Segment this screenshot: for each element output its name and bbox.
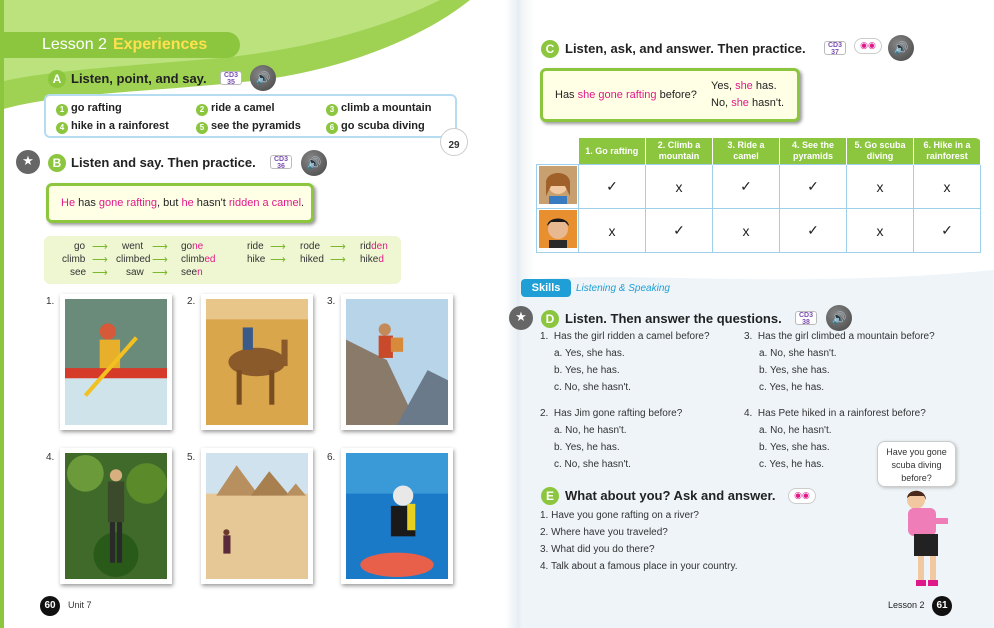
lesson-label: Lesson 2: [42, 36, 107, 53]
scuba-image: [346, 453, 448, 579]
question: [540, 408, 682, 419]
section-a-badge: A: [48, 70, 66, 88]
verb-pp: [360, 254, 384, 265]
bubble-line: Have you gone: [886, 447, 947, 457]
section-c-title: Listen, ask, and answer. Then practice.: [565, 41, 806, 56]
experience-table: [536, 138, 981, 253]
track-38-icon[interactable]: CD3 38: [795, 311, 817, 325]
answer-option[interactable]: c. Yes, he has.: [759, 459, 825, 470]
model-part: hasn't: [193, 197, 229, 209]
table-cell: x: [847, 209, 914, 253]
vocab-num: 5: [196, 122, 208, 134]
photo-number: 2.: [187, 296, 196, 307]
photo-number: 4.: [46, 452, 55, 463]
model-answer-yes: [711, 80, 777, 92]
section-b-title: Listen and say. Then practice.: [71, 155, 256, 170]
question-number: 1.: [540, 331, 549, 342]
arrow-icon: ⟶: [92, 254, 108, 266]
vocab-item: [326, 102, 431, 116]
corner-number: 29: [448, 140, 460, 151]
girl-illustration: [896, 488, 960, 588]
vocab-label: see the pyramids: [211, 120, 301, 132]
page-number-left: 60: [40, 596, 60, 616]
photo-rainforest: [60, 448, 172, 584]
vocab-num: 1: [56, 104, 68, 116]
avatar-girl: [537, 165, 579, 209]
answer-option[interactable]: a. No, he hasn't.: [759, 425, 832, 436]
verb-past: went: [122, 241, 144, 252]
answer-option[interactable]: c. No, she hasn't.: [554, 459, 631, 470]
arrow-icon: ⟶: [270, 241, 286, 253]
pair-work-icon: ◉◉: [788, 488, 816, 504]
table-cell: x: [713, 209, 780, 253]
q-part: she: [577, 89, 596, 101]
pp-stem: climb: [181, 254, 205, 265]
skills-label: Listening & Speaking: [576, 283, 670, 294]
vocab-box: [44, 94, 457, 138]
vocab-item: [196, 102, 275, 116]
vocab-item: [56, 102, 122, 116]
question: [540, 331, 710, 342]
table-row: [537, 209, 981, 253]
question-number: 4.: [744, 408, 753, 419]
star-icon: ★: [509, 306, 533, 330]
table-cell: ✓: [646, 209, 713, 253]
e-item: 2. Where have you traveled?: [540, 527, 668, 538]
vocab-label: go rafting: [71, 102, 122, 114]
answer-option[interactable]: b. Yes, he has.: [554, 365, 620, 376]
table-corner: [537, 138, 579, 165]
photo-scuba: [341, 448, 453, 584]
audio-wave-icon: [440, 128, 468, 156]
table-header: 4. See the pyramids: [780, 138, 847, 165]
speaker-icon[interactable]: 🔊: [301, 150, 327, 176]
arrow-icon: ⟶: [92, 267, 108, 279]
pp-end: ne: [192, 241, 204, 252]
arrow-icon: ⟶: [330, 254, 346, 266]
verb-pp: [181, 254, 215, 265]
verb-base: go: [74, 241, 86, 252]
question-number: 3.: [744, 331, 753, 342]
pp-stem: hike: [360, 254, 379, 265]
lesson-header: [0, 32, 240, 58]
girl-face-icon: [539, 166, 577, 204]
arrow-icon: ⟶: [152, 254, 168, 266]
track-number: 36: [277, 163, 285, 170]
question-number: 2.: [540, 408, 549, 419]
arrow-icon: ⟶: [92, 241, 108, 253]
pp-stem: go: [181, 241, 193, 252]
arrow-icon: ⟶: [152, 267, 168, 279]
bubble-line: scuba diving: [891, 460, 942, 470]
track-35-icon[interactable]: CD3 35: [220, 71, 242, 85]
verb-base: hike: [247, 254, 266, 265]
table-header: 3. Ride a camel: [713, 138, 780, 165]
vocab-label: ride a camel: [211, 102, 275, 114]
e-item: 3. What did you do there?: [540, 544, 655, 555]
track-number: 35: [227, 79, 235, 86]
photo-rafting: [60, 294, 172, 430]
section-b-badge: B: [48, 154, 66, 172]
pp-end: d: [378, 254, 384, 265]
speaker-icon[interactable]: 🔊: [888, 35, 914, 61]
answer-option[interactable]: c. Yes, he has.: [759, 382, 825, 393]
section-c-badge: C: [541, 40, 559, 58]
photo-number: 6.: [327, 452, 336, 463]
question-text: Has the girl climbed a mountain before?: [757, 331, 935, 342]
photo-number: 1.: [46, 296, 55, 307]
vocab-num: 6: [326, 122, 338, 134]
e-item: 1. Have you gone rafting on a river?: [540, 510, 699, 521]
table-cell: x: [579, 209, 646, 253]
verb-pp: [360, 241, 388, 252]
q-part: before?: [656, 89, 697, 101]
star-icon: ★: [16, 150, 40, 174]
verb-past: hiked: [300, 254, 324, 265]
verb-pp: [181, 241, 203, 252]
answer-option[interactable]: c. No, she hasn't.: [554, 382, 631, 393]
model-answer-no: [711, 97, 784, 109]
rainforest-image: [65, 453, 167, 579]
photo-camel: [201, 294, 313, 430]
vocab-label: hike in a rainforest: [71, 120, 169, 132]
page-number-right: 61: [932, 596, 952, 616]
table-cell: ✓: [579, 165, 646, 209]
question-text: Has Pete hiked in a rainforest before?: [757, 408, 926, 419]
table-header: 6. Hike in a rainforest: [914, 138, 981, 165]
section-d-title: Listen. Then answer the questions.: [565, 311, 782, 326]
verb-base: ride: [247, 241, 264, 252]
model-part: , but: [157, 197, 182, 209]
speaker-icon[interactable]: 🔊: [250, 65, 276, 91]
answer-option[interactable]: a. No, she hasn't.: [759, 348, 837, 359]
model-part: has: [75, 197, 99, 209]
a-part: she: [731, 97, 749, 109]
table-header: 1. Go rafting: [579, 138, 646, 165]
model-question: [555, 89, 697, 101]
model-part: gone rafting: [98, 197, 158, 209]
pp-end: den: [371, 241, 388, 252]
answer-option[interactable]: b. Yes, he has.: [554, 442, 620, 453]
left-edge-stripe: [0, 0, 30, 628]
question-text: Has the girl ridden a camel before?: [553, 331, 710, 342]
vocab-item: [196, 120, 301, 134]
table-header-row: [537, 138, 981, 165]
boy-face-icon: [539, 210, 577, 248]
experience-table-wrap: [536, 138, 981, 253]
photo-number: 3.: [327, 296, 336, 307]
model-part: .: [301, 197, 305, 209]
pp-end: n: [197, 267, 203, 278]
vocab-num: 3: [326, 104, 338, 116]
track-36-icon[interactable]: CD3 36: [270, 155, 292, 169]
model-part: he: [181, 197, 194, 209]
table-cell: ✓: [713, 165, 780, 209]
q-part: Has: [555, 89, 578, 101]
vocab-num: 2: [196, 104, 208, 116]
section-d-badge: D: [541, 310, 559, 328]
table-cell: x: [847, 165, 914, 209]
climbing-image: [346, 299, 448, 425]
photo-pyramids: [201, 448, 313, 584]
table-header: 2. Climb a mountain: [646, 138, 713, 165]
answer-option[interactable]: a. No, he hasn't.: [554, 425, 627, 436]
lesson-title: Experiences: [112, 36, 208, 53]
track-number: 38: [802, 319, 810, 326]
table-cell: ✓: [780, 165, 847, 209]
section-e-title: What about you? Ask and answer.: [565, 488, 776, 503]
table-cell: ✓: [914, 209, 981, 253]
vocab-item: [56, 120, 169, 134]
answer-option[interactable]: b. Yes, she has.: [759, 365, 830, 376]
arrow-icon: ⟶: [270, 254, 286, 266]
table-cell: ✓: [780, 209, 847, 253]
pp-stem: see: [181, 267, 198, 278]
arrow-icon: ⟶: [330, 241, 346, 253]
pair-work-icon: ◉◉: [854, 38, 882, 54]
table-row: [537, 165, 981, 209]
rafting-image: [65, 299, 167, 425]
photo-number: 5.: [187, 452, 196, 463]
verb-past: saw: [126, 267, 144, 278]
table-header: 5. Go scuba diving: [847, 138, 914, 165]
pp-end: ed: [204, 254, 216, 265]
model-part: ridden a camel: [228, 197, 302, 209]
a-part: has.: [752, 80, 777, 92]
verb-base: see: [70, 267, 87, 278]
verb-past: climbed: [116, 254, 151, 265]
vocab-item: [326, 120, 425, 134]
camel-image: [206, 299, 308, 425]
section-a-title: Listen, point, and say.: [71, 71, 207, 86]
bubble-line: before?: [901, 473, 932, 483]
track-37-icon[interactable]: CD3 37: [824, 41, 846, 55]
avatar-boy: [537, 209, 579, 253]
model-sentence-box: [46, 183, 314, 223]
track-number: 37: [831, 49, 839, 56]
a-part: she: [735, 80, 753, 92]
table-cell: x: [914, 165, 981, 209]
a-part: hasn't.: [748, 97, 785, 109]
question: [744, 408, 926, 419]
vocab-num: 4: [56, 122, 68, 134]
dialog-model-box: [540, 68, 800, 122]
pp-stem: rid: [360, 241, 372, 252]
section-e-badge: E: [541, 487, 559, 505]
a-part: Yes,: [711, 80, 736, 92]
answer-option[interactable]: b. Yes, she has.: [759, 442, 830, 453]
pyramids-image: [206, 453, 308, 579]
verb-pp: [181, 267, 203, 278]
q-part: gone rafting: [595, 89, 657, 101]
table-cell: x: [646, 165, 713, 209]
lesson-footer-label: Lesson 2: [888, 600, 925, 610]
verb-base: climb: [62, 254, 86, 265]
skills-tab: Skills: [521, 279, 571, 297]
verb-past: rode: [300, 241, 321, 252]
photo-climbing: [341, 294, 453, 430]
model-part: He: [61, 197, 76, 209]
e-item: 4. Talk about a famous place in your country.: [540, 561, 738, 572]
a-part: No,: [711, 97, 732, 109]
verb-forms-box: [44, 236, 401, 284]
vocab-label: climb a mountain: [341, 102, 432, 114]
answer-option[interactable]: a. Yes, she has.: [554, 348, 625, 359]
arrow-icon: ⟶: [152, 241, 168, 253]
question-text: Has Jim gone rafting before?: [553, 408, 683, 419]
speaker-icon[interactable]: 🔊: [826, 305, 852, 331]
speech-bubble: [877, 441, 956, 487]
vocab-label: go scuba diving: [341, 120, 425, 132]
question: [744, 331, 935, 342]
unit-label: Unit 7: [68, 600, 92, 610]
